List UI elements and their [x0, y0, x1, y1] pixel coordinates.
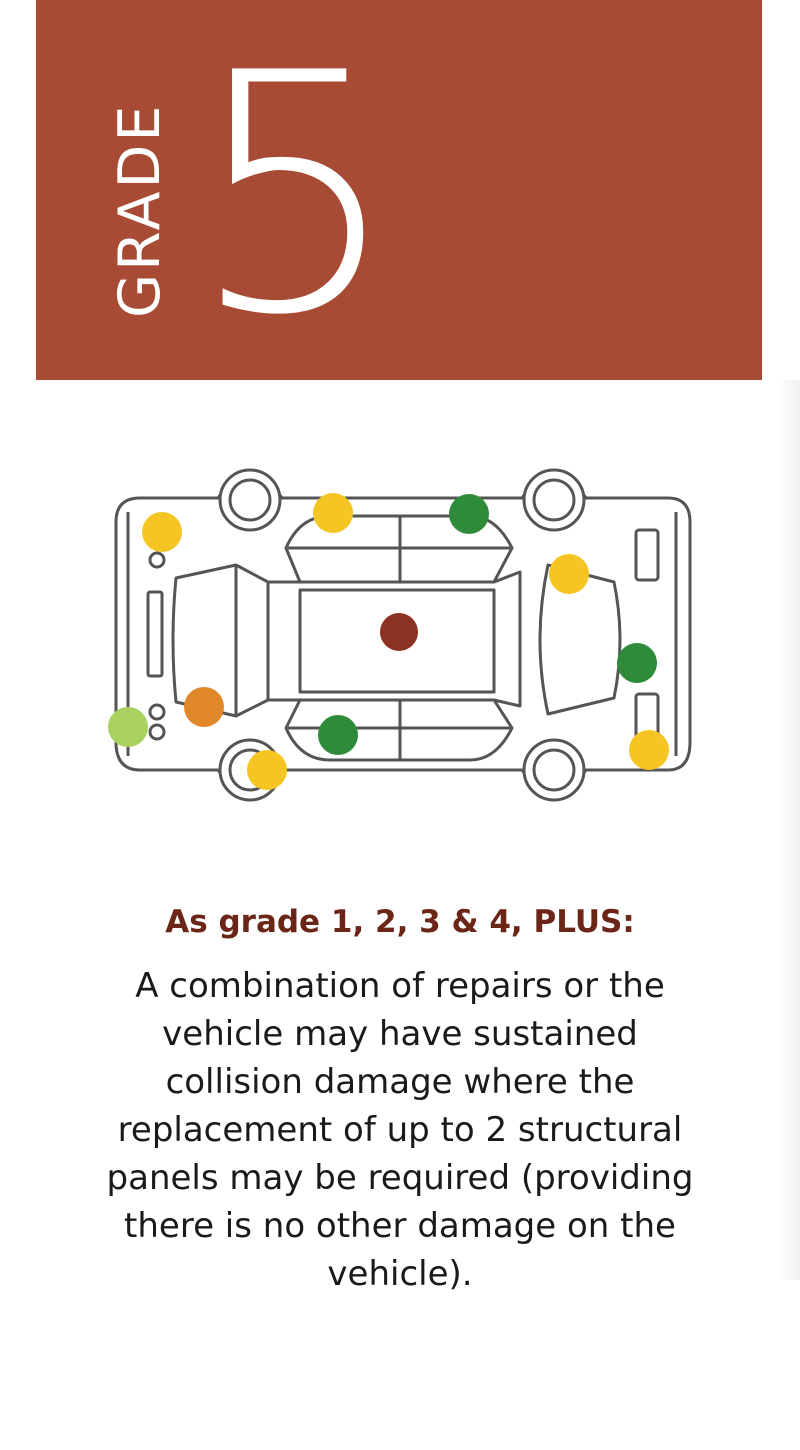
page-edge-shadow [778, 380, 800, 1280]
marker-green-rear-right [617, 643, 657, 683]
marker-orange-front-bottom [184, 687, 224, 727]
marker-brown-roof [380, 613, 418, 651]
grade-description: A combination of repairs or the vehicle may have sustained collision damage where the replacement of up to 2 structural panels may be required (providing there is no other damage on the vehicle). [106, 966, 694, 1294]
grade-heading: As grade 1, 2, 3 & 4, PLUS: [165, 904, 635, 940]
windscreen [173, 565, 268, 716]
grade-number: 5 [190, 3, 400, 387]
marker-green-bottom-door [318, 715, 358, 755]
marker-yellow-front-wheel [247, 750, 287, 790]
taillight-top [636, 530, 658, 580]
marker-lightgreen-front-corner [108, 707, 148, 747]
grade-label: GRADE [107, 102, 173, 318]
marker-yellow-rear-corner [629, 730, 669, 770]
marker-yellow-top-left-door [313, 493, 353, 533]
marker-yellow-front-left [142, 512, 182, 552]
headlight-top [148, 592, 162, 676]
damage-markers [108, 493, 669, 790]
marker-green-top-right-door [449, 494, 489, 534]
marker-yellow-rear-window [549, 554, 589, 594]
